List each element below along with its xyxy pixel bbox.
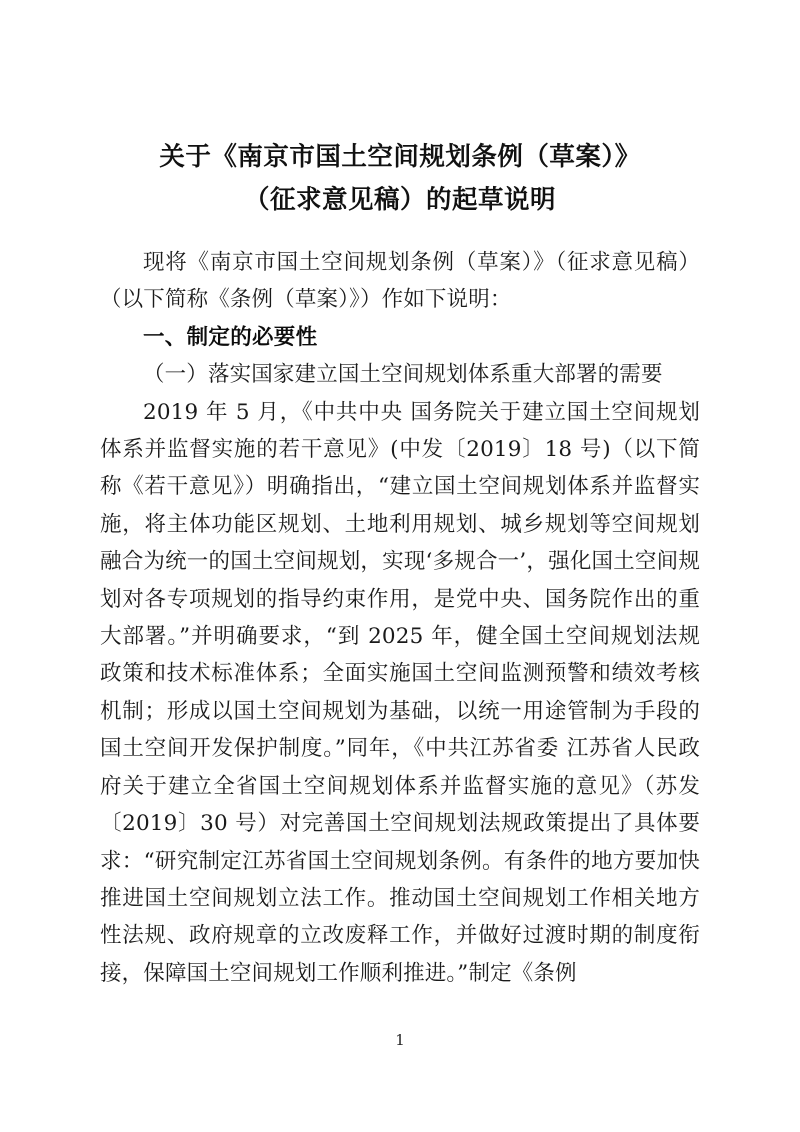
page-footer xyxy=(0,1030,800,1049)
section-heading-level-2: （一）落实国家建立国土空间规划体系重大部署的需要 xyxy=(143,362,663,388)
page-title-line-2: （征求意见稿）的起草说明 xyxy=(243,185,556,215)
page-number: 1 xyxy=(395,1031,405,1049)
paragraph-body-necessity: 2019 年 5 月，《中共中央 国务院关于建立国土空间规划体系并监督实施的若干意见》(中发〔2019〕18 号)（以下简称《若干意见》）明确指出，“建立国土空间规划体系并监督实施，将主体功能区规划、土地利用规划、城乡规划等空间规划融合为统一的国土空间规划，实现‘多规合一’，强化国土空间规划对各专项规划的指导约束作用，是党中央、国务院作出的重大部署。”并明确要求，“到 2025 年，健全国土空间规划法规政策和技术标准体系；全面实施国土空间监测预警和绩效考核机制；形成以国土空间规划为基础，以统一用途管制为手段的国土空间开发保护制度。”同年，《中共江苏省委 江苏省人民政府关于建立全省国土空间规划体系并监督实施的意见》（苏发〔2019〕30 号）对完善国土空间规划法规政策提出了具体要求：“研究制定江苏省国土空间规划条例。有条件的地方要加快推进国土空间规划立法工作。推动国土空间规划工作相关地方性法规、政府规章的立改废释工作，并做好过渡时期的制度衔接，保障国土空间规划工作顺利推进。”制定《条例 xyxy=(100,399,700,986)
section-heading-level-1: 一、制定的必要性 xyxy=(143,324,318,350)
paragraph-intro: 现将《南京市国土空间规划条例（草案）》（征求意见稿）（以下简称《条例（草案）》）作如下说明： xyxy=(100,250,700,313)
page-title xyxy=(100,136,700,222)
page-title-line-1: 关于《南京市国土空间规划条例（草案）》 xyxy=(159,142,641,172)
page-content xyxy=(100,0,700,992)
